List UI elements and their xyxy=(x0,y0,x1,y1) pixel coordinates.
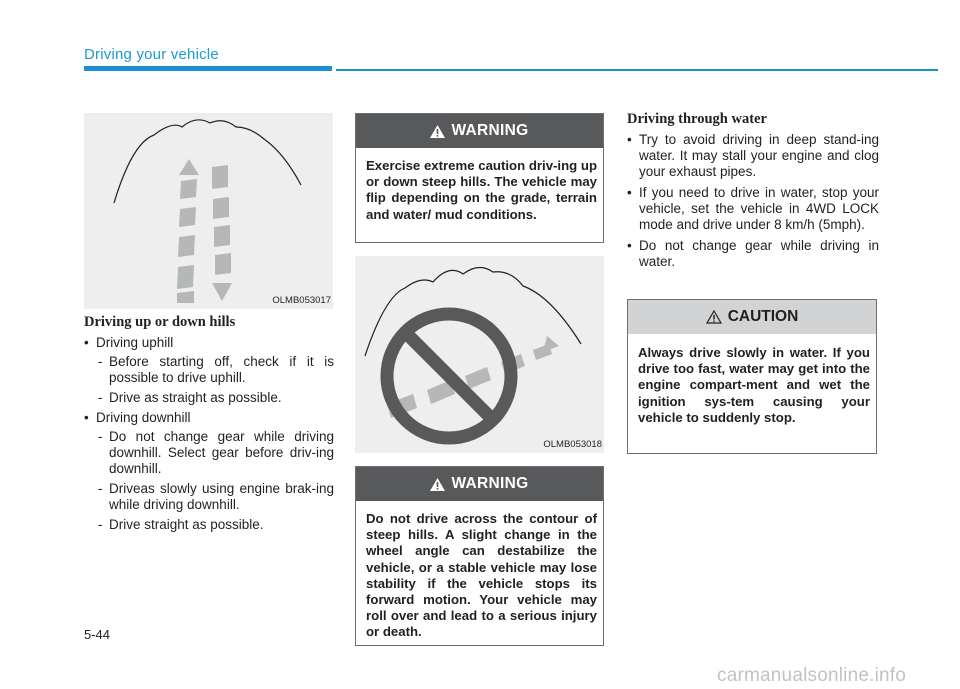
down-arrow-head xyxy=(212,283,232,301)
warning-text: Exercise extreme caution driv-ing up or down steep hills. The vehicle may flip depending on the grade, terrain and water/ mud conditions. xyxy=(366,158,597,222)
warning-triangle-icon xyxy=(430,478,445,491)
bullet-driving-downhill: • Driving downhill xyxy=(84,410,334,426)
warning-header xyxy=(356,114,603,148)
water-item: • Do not change gear while driving in water. xyxy=(627,238,879,270)
up-arrow-head xyxy=(179,159,199,175)
warning-header xyxy=(356,467,603,501)
caution-triangle-icon xyxy=(706,310,722,324)
hill-illustration xyxy=(84,113,333,309)
warning-label: WARNING xyxy=(451,475,529,492)
water-section xyxy=(627,111,879,275)
warning-label: WARNING xyxy=(451,122,529,139)
uphill-item: - Before starting off, check if it is possible to drive uphill. xyxy=(84,354,334,386)
across-hill-prohibited-figure xyxy=(355,256,604,453)
uphill-item: - Drive as straight as possible. xyxy=(84,390,334,406)
across-arrow-head xyxy=(543,336,559,352)
warning-box-contour xyxy=(355,466,604,646)
figure-code: OLMB053017 xyxy=(272,295,331,306)
uphill-downhill-figure xyxy=(84,113,333,309)
bullet-driving-uphill: • Driving uphill xyxy=(84,335,334,351)
caution-label: CAUTION xyxy=(727,308,799,325)
header-accent-bar xyxy=(84,66,332,71)
caution-box-water xyxy=(627,299,877,454)
figure-code: OLMB053018 xyxy=(543,439,602,450)
water-item: • If you need to drive in water, stop your vehicle, set the vehicle in 4WD LOCK mode and drive under 8 km/h (5mph). xyxy=(627,185,879,233)
hills-section xyxy=(84,314,334,537)
caution-text: Always drive slowly in water. If you drive too fast, water may get into the engine compart-ment and wet the ignition sys-tem causing your vehicle to suddenly stop. xyxy=(638,345,870,425)
section-header-title: Driving your vehicle xyxy=(84,46,219,63)
downhill-item: - Drive straight as possible. xyxy=(84,517,334,533)
water-item: • Try to avoid driving in deep stand-ing water. It may stall your engine and clog your exhaust pipes. xyxy=(627,132,879,180)
prohibition-icon xyxy=(387,314,511,438)
downhill-item: - Driveas slowly using engine brak-ing while driving downhill. xyxy=(84,481,334,513)
across-hill-illustration xyxy=(355,256,604,453)
warning-box-steep-hills xyxy=(355,113,604,243)
downhill-item: - Do not change gear while driving downhill. Select gear before driv-ing downhill. xyxy=(84,429,334,477)
water-section-title: Driving through water xyxy=(627,111,767,127)
header-rule xyxy=(336,69,938,71)
warning-triangle-icon xyxy=(430,125,445,138)
watermark: carmanualsonline.info xyxy=(717,665,907,686)
warning-text: Do not drive across the contour of steep hills. A slight change in the wheel angle can destabilize the vehicle, or a stable vehicle may lose stability if the vehicle stops its forward motion. Your vehicle may roll over and lead to a serious injury or death. xyxy=(366,511,597,640)
caution-header xyxy=(628,300,876,334)
page-number: 5-44 xyxy=(84,627,111,642)
hills-section-title: Driving up or down hills xyxy=(84,314,236,330)
